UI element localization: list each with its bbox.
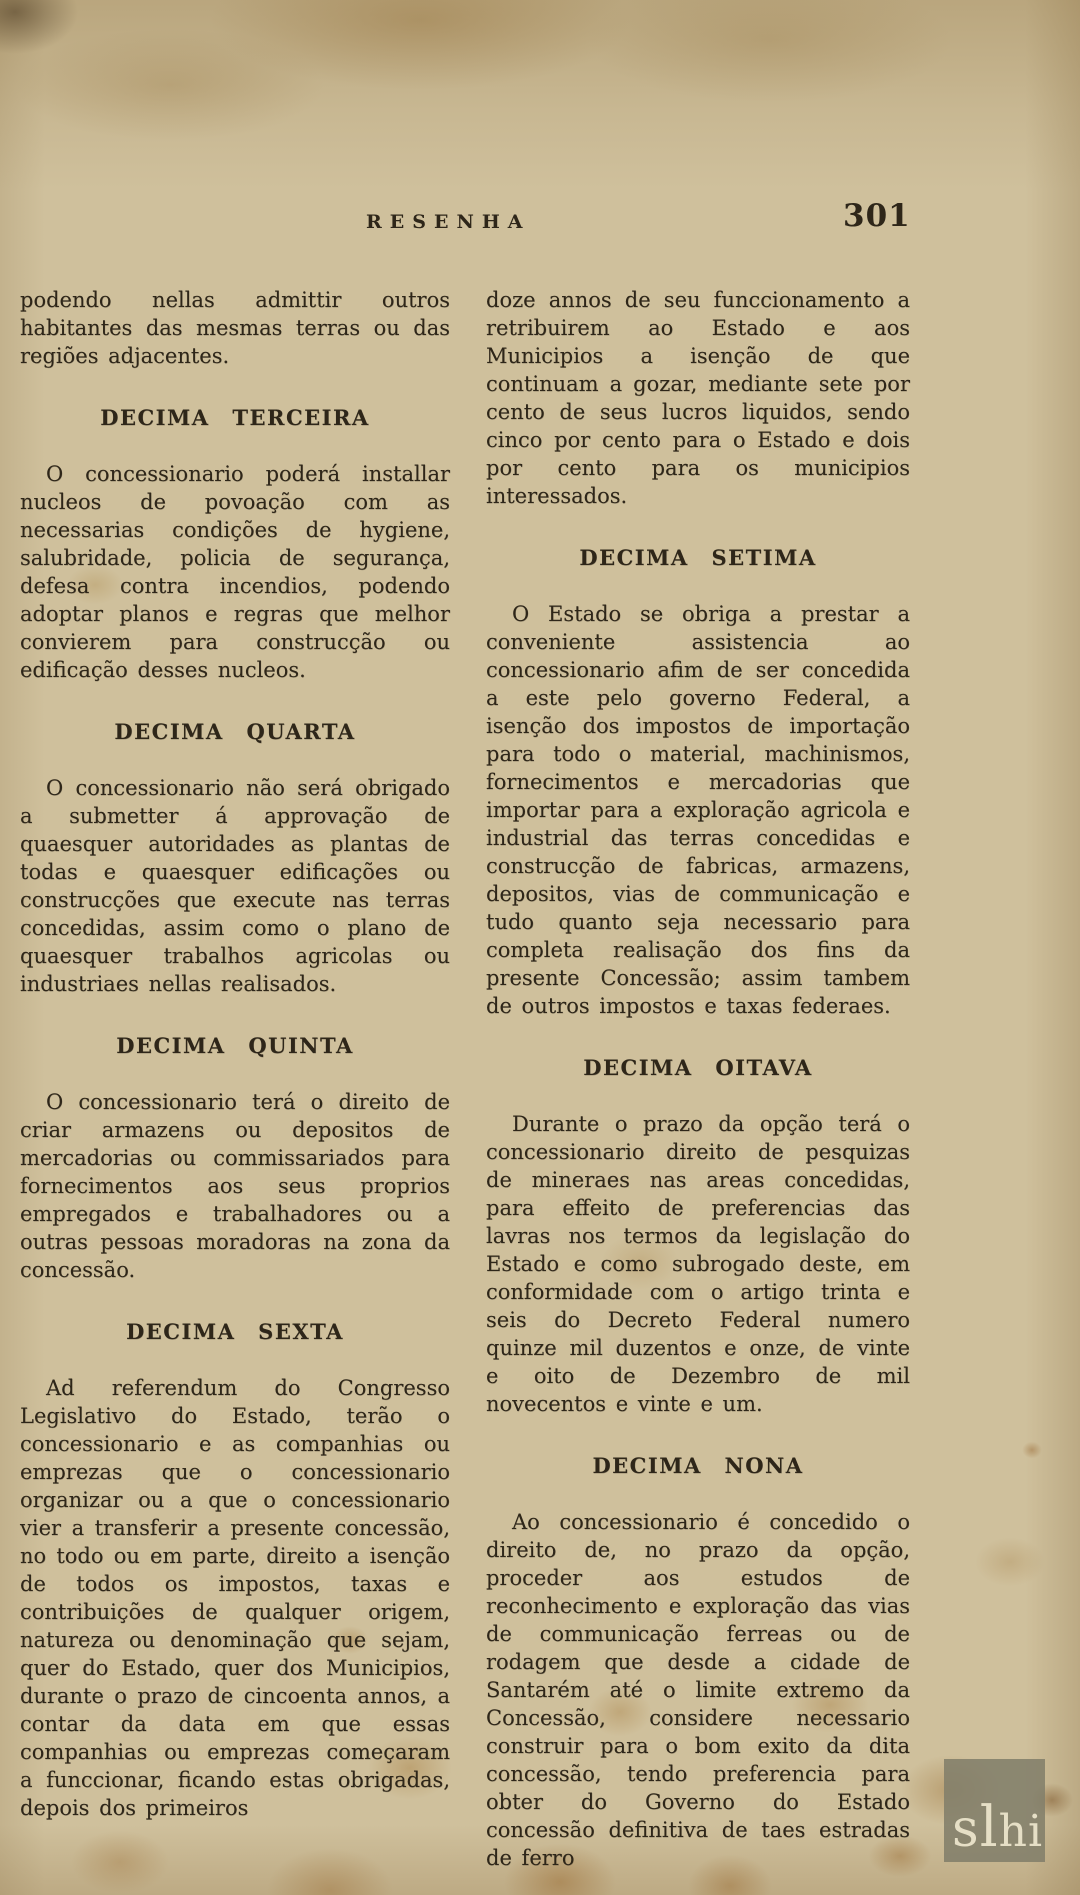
section-heading: DECIMA SETIMA bbox=[579, 545, 817, 570]
body-paragraph: O concessionario não será obrigado a submetter á approvação de quaesquer autoridades as plantas de todas e quaesquer edificações ou construcções que execute nas terras concedidas, assim como o plano de quaesquer trabalhos agricolas ou industriaes nellas realisados. bbox=[20, 776, 450, 996]
body-paragraph: Ad referendum do Congresso Legislativo do Estado, terão o concessionario e as companhias ou emprezas que o concessionario organizar ou a que o concessionario vier a transferir a presente concessão, no todo ou em parte, direito a isenção de todos os impostos, taxas e contribuições de qualquer origem, natureza ou denominação que sejam, quer do Estado, quer dos Municipios, durante o prazo de cincoenta annos, a contar da data em que essas companhias ou emprezas começaram a funccionar, ficando estas obrigadas, depois dos primeiros bbox=[20, 1376, 450, 1820]
section-heading: DECIMA QUARTA bbox=[114, 719, 356, 744]
section-heading: DECIMA QUINTA bbox=[116, 1033, 354, 1058]
watermark-letter-s: s bbox=[952, 1799, 980, 1859]
body-paragraph: Durante o prazo da opção terá o concessionario direito de pesquizas de mineraes nas areas concedidas, para effeito de preferencias das lavras nos termos da legislação do Estado e como subrogado deste, em conformidade com o artigo trinta e seis do Decreto Federal numero quinze mil duzentos e onze, de vinte e oito de Dezembro de mil novecentos e vinte e um. bbox=[486, 1112, 910, 1416]
body-paragraph: O concessionario terá o direito de criar armazens ou depositos de mercadorias ou commissariados para fornecimentos aos seus proprios empregados e trabalhadores ou a outras pessoas moradoras na zona da concessão. bbox=[20, 1090, 450, 1282]
section-heading: DECIMA TERCEIRA bbox=[100, 405, 370, 430]
body-paragraph: Ao concessionario é concedido o direito de, no prazo da opção, proceder aos estudos de reconhecimento e exploração das vias de communicação ferreas ou de rodagem que desde a cidade de Santarém até o limite extremo da Concessão, considere necessario construir para o bom exito da dita concessão, tendo preferencia para obter do Governo do Estado concessão definitiva de taes estradas de ferro bbox=[486, 1510, 910, 1870]
body-paragraph: podendo nellas admittir outros habitantes das mesmas terras ou das regiões adjacentes. bbox=[20, 288, 450, 368]
left-text-column bbox=[20, 286, 450, 1822]
slhi-watermark-text bbox=[952, 1795, 1044, 1860]
page-header-title: RESENHA bbox=[366, 211, 531, 233]
right-text-column bbox=[486, 286, 910, 1872]
watermark-letter-l: l bbox=[979, 1795, 999, 1860]
body-paragraph: O Estado se obriga a prestar a conveniente assistencia ao concessionario afim de ser concedida a este pelo governo Federal, a isenção dos impostos de importação para todo o material, machinismos, fornecimentos e mercadorias que importar para a exploração agricola e industrial das terras concedidas e construcção de fabricas, armazens, depositos, vias de communicação e tudo quanto seja necessario para completa realisação dos fins da presente Concessão; assim tambem de outros impostos e taxas federaes. bbox=[486, 602, 910, 1018]
section-heading: DECIMA SEXTA bbox=[126, 1319, 344, 1344]
watermark-letters-hi: hi bbox=[998, 1806, 1044, 1857]
slhi-watermark bbox=[944, 1759, 1045, 1862]
body-paragraph: O concessionario poderá installar nucleos de povoação com as necessarias condições de hygiene, salubridade, policia de segurança, defesa contra incendios, podendo adoptar planos e regras que melhor convierem para construcção ou edificação desses nucleos. bbox=[20, 462, 450, 682]
page-number: 301 bbox=[843, 198, 911, 234]
section-heading: DECIMA NONA bbox=[592, 1453, 804, 1478]
body-paragraph: doze annos de seu funccionamento a retribuirem ao Estado e aos Municipios a isenção de que continuam a gozar, mediante sete por cento de seus lucros liquidos, sendo cinco por cento para o Estado e dois por cento para os municipios interessados. bbox=[486, 288, 910, 508]
section-heading: DECIMA OITAVA bbox=[583, 1055, 813, 1080]
